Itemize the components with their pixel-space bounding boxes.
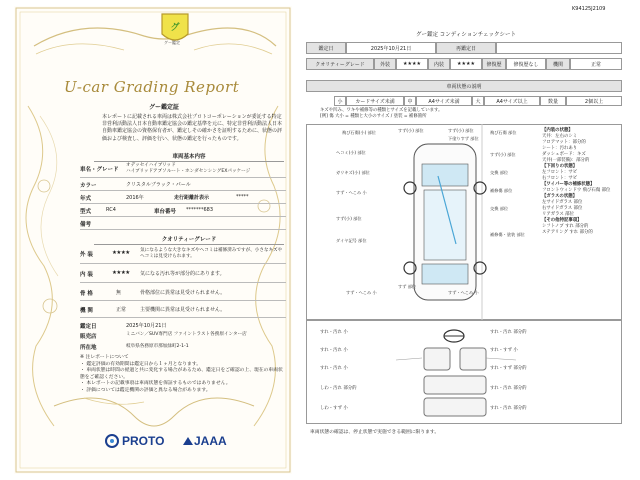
divider <box>80 190 286 191</box>
damage-note: ヘコミ(小) 部位 <box>336 150 366 155</box>
jaaa-logo: JAAA <box>194 434 227 448</box>
size-mid-cell: 中 <box>404 96 416 106</box>
proto-logo-icon <box>104 434 120 448</box>
state-section-heading: 車両状態の説明 <box>306 80 622 92</box>
sheet-heading: グー鑑定 コンディションチェックシート <box>416 32 517 38</box>
engine-text: 主要機関に異常は見受けられません。 <box>140 307 226 313</box>
note-item: フロントウィンドウ 飛び石傷 部位 <box>542 188 611 193</box>
note-item: 右フロント：サビ <box>542 176 578 181</box>
interior-mark: すれ・汚れ 小 <box>320 366 348 371</box>
quality-section-heading: クオリティーグレード <box>161 237 217 243</box>
size-small-cell: 小 <box>334 96 346 106</box>
damage-note: 飛び石傷(小) 部位 <box>342 130 376 135</box>
proto-logo: PROTO <box>122 434 165 448</box>
note-item: 天井：左右のシミ <box>542 134 578 139</box>
size-small-desc: カードサイズ未満 <box>346 96 404 106</box>
note-item: フロアマット：部分的 <box>542 140 586 145</box>
location-label: 所在地 <box>80 345 97 351</box>
location-value: 岐阜県各務原市那加緑町2-1-1 <box>126 344 189 349</box>
model-line1: オデッセイハイブリッド <box>126 163 176 168</box>
exterior-label: 外 装 <box>80 252 93 258</box>
interior-mark: すれ・すず 部分的 <box>490 366 527 371</box>
note-heading: 【内装の状態】 <box>542 128 573 133</box>
damage-note: ダイヤ記号 部位 <box>336 238 367 243</box>
damage-note: 補修傷 部位 <box>490 188 513 193</box>
size-large-cell: 大 <box>472 96 484 106</box>
damage-note: すず(小) 部位 <box>490 152 516 157</box>
count-label-cell: 数量 <box>540 96 566 106</box>
report-subtitle: グー鑑定証 <box>149 104 180 111</box>
note-item: ステアリング すれ 部分的 <box>542 230 593 235</box>
divider <box>80 263 286 264</box>
condition-check-sheet <box>306 6 622 474</box>
damage-note: すず・へこみ 小 <box>336 190 367 195</box>
exterior-text: 気になるような大きなキズやヘコミは補修済みですが、小さなキズやヘコミは見受けられます。 <box>140 248 283 259</box>
svg-text:グ: グ <box>170 23 180 33</box>
damage-note: すず・へこみ 小 <box>448 290 479 295</box>
date-label-cell: 鑑定日 <box>306 42 346 54</box>
exterior-label-cell: 外装 <box>374 58 396 70</box>
interior-mark: すれ・汚れ 部分的 <box>490 330 527 335</box>
divider <box>80 203 286 204</box>
note-line: ※ 注レポートについて <box>80 355 129 360</box>
note-line: ・ 評価については鑑定機関の評価と異なる場合があります。 <box>80 387 211 393</box>
interior-mark: すれ・汚れ 部分的 <box>490 386 527 391</box>
report-notes <box>80 355 285 395</box>
note-item: シート：汚れあり <box>542 146 578 151</box>
rekantei-label-cell: 再鑑定日 <box>436 42 496 54</box>
note-item: 右サイドガラス 部位 <box>542 206 583 211</box>
note-item: ダッシュボード：キズ <box>542 152 586 157</box>
exterior-value-cell: ★★★★ <box>396 58 428 70</box>
shop-label: 販売店 <box>80 334 97 340</box>
damage-note: 下塗りすず 部位 <box>448 136 479 141</box>
interior-mark: すれ・汚れ 小 <box>320 330 348 335</box>
repair-label-cell: 修復歴 <box>482 58 506 70</box>
year-label: 年式 <box>80 196 92 202</box>
damage-note: すず(小) 部位 <box>448 128 474 133</box>
sheet-footer: 車両状態の確認は、停止状態で実施できる範囲に限ります。 <box>310 430 440 435</box>
divider <box>80 177 286 178</box>
engine-label: 機 関 <box>80 308 93 314</box>
date-value-cell: 2025年10月21日 <box>346 42 436 54</box>
mileage-label: 走行距離計表示 <box>174 195 210 201</box>
condition-notes-list <box>542 128 622 236</box>
engine-label-cell: 機関 <box>546 58 570 70</box>
note-heading: 【ガラスの状態】 <box>542 194 577 199</box>
report-intro: 本レポートに記載される車両は株式会社プロトコーポレーションが委託する特定非営利活動法人日本自動車鑑定協会の鑑定基準を元に、特定非営利活動法人日本自動車鑑定協会の資格保有者が、鑑定しその確かさを証明するために、状態の評価および検査し、評価を行い、状態の鑑定を行ったものです。 <box>102 114 283 142</box>
note-heading: 【その他特記事項】 <box>542 218 582 223</box>
divider <box>94 161 284 162</box>
note-heading: 【下回りの状態】 <box>542 164 578 169</box>
legend-note: キズや凹み、ワキや補修等の種類とサイズを記載しています。 <box>320 108 443 113</box>
interior-stars: ★★★★ <box>112 270 130 276</box>
quality-label-cell: クオリティーグレード <box>306 58 374 70</box>
repair-value-cell: 修復歴なし <box>506 58 546 70</box>
vin-label: 車台番号 <box>154 209 177 215</box>
date-label: 鑑定日 <box>80 324 97 330</box>
jaaa-logo-icon <box>182 435 194 447</box>
damage-note: 補修傷・塗装 部位 <box>490 232 525 237</box>
model-code-value: RC4 <box>106 207 116 213</box>
divider <box>80 300 286 301</box>
note-line: ・ 車両状態は時間の経過と共に変化する場合があるため、鑑定日をご確認の上、現在の車両状態をご確認ください。 <box>80 368 283 380</box>
damage-note: 交換 部位 <box>490 206 509 211</box>
remarks-label: 備考 <box>80 222 92 228</box>
count-value-cell: 2個以上 <box>566 96 622 106</box>
interior-mark: すれ・すず 小 <box>490 348 518 353</box>
rekantei-value-cell <box>496 42 622 54</box>
interior-label-cell: 内装 <box>428 58 450 70</box>
legend-example: [例] 傷 大小 = 種類と大小のサイズ / 塗装 = 補修箇所 <box>320 114 427 119</box>
model-label: 車名・グレード <box>80 167 119 173</box>
note-item: シフトノブ すれ 部分的 <box>542 224 589 229</box>
mileage-value: ***** <box>236 194 249 200</box>
note-item: 左フロント：サビ <box>542 170 578 175</box>
sheet-id: K94125J2109 <box>572 6 606 12</box>
divider <box>80 216 286 217</box>
frame-label: 骨 格 <box>80 291 93 297</box>
damage-note: 交換 部位 <box>490 170 509 175</box>
vin-value: *******683 <box>186 207 214 213</box>
engine-value: 正常 <box>116 307 127 313</box>
interior-mark: しわ・汚れ 部分的 <box>320 386 357 391</box>
interior-diagram <box>306 320 622 424</box>
note-item: リアガラス 部位 <box>542 212 574 217</box>
frame-text: 骨格部位に異常は見受けられません。 <box>140 290 226 296</box>
divider <box>94 244 284 245</box>
note-item: 天井(一部装備)：部分的 <box>542 158 590 163</box>
note-line: ・ 鑑定評価の有効期間は鑑定日から１ヶ月となります。 <box>80 361 202 367</box>
badge-label: グー鑑定 <box>164 40 180 45</box>
model-code-label: 型式 <box>80 209 92 215</box>
damage-note: すず(小) 部位 <box>336 216 362 221</box>
size-large-desc: A4サイズ以上 <box>484 96 540 106</box>
divider <box>80 317 286 318</box>
shop-value: ミニバン／SUV専門店 ファイントラスト各務原インター店 <box>126 332 247 337</box>
damage-note: 飛び石傷 部位 <box>490 130 517 135</box>
date-value: 2025年10月21日 <box>126 323 167 329</box>
interior-mark: すれ・汚れ 部分的 <box>490 406 527 411</box>
note-item: 左サイドガラス 部位 <box>542 200 583 205</box>
note-heading: 【ワイパー等の補修状態】 <box>542 182 595 187</box>
damage-note: ガリキズ(小) 部位 <box>336 170 370 175</box>
interior-value-cell: ★★★★ <box>450 58 482 70</box>
model-line2: ハイブリッドアブソルート・ホンダセンシングEXパッケージ <box>126 169 251 174</box>
frame-value: 無 <box>116 290 122 296</box>
size-mid-desc: A4サイズ未満 <box>416 96 472 106</box>
interior-text: 気になる汚れ等が部分的にあります。 <box>140 271 225 277</box>
divider <box>80 282 286 283</box>
color-value: クリスタルブラック・パール <box>126 182 191 188</box>
interior-mark: すれ・汚れ 小 <box>320 348 348 353</box>
damage-note: すず・へこみ 小 <box>346 290 377 295</box>
damage-note: すず(小) 部位 <box>398 128 424 133</box>
note-line: ・ 本レポートの記載事項は車両状態を保証するものではありません。 <box>80 381 231 387</box>
vehicle-section-heading: 車両基本内容 <box>172 154 206 160</box>
divider <box>80 229 286 230</box>
color-label: カラー <box>80 183 97 189</box>
exterior-stars: ★★★★ <box>112 250 130 256</box>
interior-label: 内 装 <box>80 272 93 278</box>
engine-value-cell: 正常 <box>570 58 622 70</box>
grading-report-certificate <box>14 6 292 474</box>
interior-mark: しわ・すず 小 <box>320 406 348 411</box>
report-title: U-car Grading Report <box>64 78 240 96</box>
year-value: 2016年 <box>126 195 144 201</box>
damage-note: すず 部位 <box>398 284 417 289</box>
